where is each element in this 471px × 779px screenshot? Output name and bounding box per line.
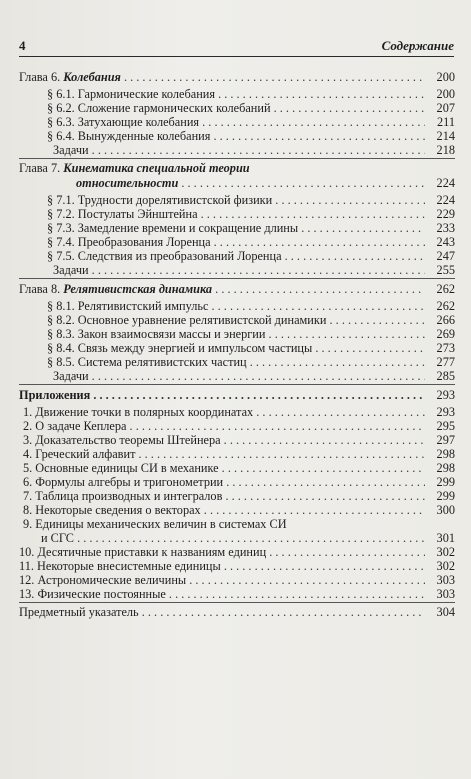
toc-item[interactable]: § 7.2. Постулаты Эйнштейна . . . 229: [19, 207, 455, 221]
toc-appendix-item[interactable]: 11. Некоторые внесистемные единицы . . . 302: [19, 559, 455, 573]
toc-appendix-item[interactable]: 10. Десятичные приставки к названиям единиц . . . 302: [19, 545, 455, 559]
toc-appendix-item[interactable]: 5. Основные единицы СИ в механике . . . 298: [19, 461, 455, 475]
chapter-title: Релятивистская динамика: [63, 282, 213, 296]
toc-item[interactable]: § 6.3. Затухающие колебания . . . 211: [19, 115, 455, 129]
toc-item[interactable]: § 7.3. Замедление времени и сокращение длины . . . 233: [19, 221, 455, 235]
toc-chapter-7-line1[interactable]: Глава 7. Кинематика специальной теории: [19, 161, 250, 175]
toc-appendix-item[interactable]: 3. Доказательство теоремы Штейнера . . . 297: [19, 433, 455, 447]
toc-item[interactable]: § 8.5. Система релятивистских частиц . . . 277: [19, 355, 455, 369]
toc-item[interactable]: § 8.3. Закон взаимосвязи массы и энергии . . . 269: [19, 327, 455, 341]
page-header: [19, 38, 454, 54]
toc-item[interactable]: § 8.4. Связь между энергией и импульсом частицы . . . 273: [19, 341, 455, 355]
toc-tasks[interactable]: Задачи . . . 218: [19, 143, 455, 157]
toc-item[interactable]: § 6.1. Гармонические колебания . . . 200: [19, 87, 455, 101]
toc-appendix-item[interactable]: 12. Астрономические величины . . . 303: [19, 573, 455, 587]
header-rule: [19, 56, 454, 57]
section-divider: [19, 158, 455, 159]
toc-chapter-7[interactable]: относительности . . . 224: [19, 176, 455, 190]
toc-appendix-item[interactable]: 8. Некоторые сведения о векторах . . . 300: [19, 503, 455, 517]
toc-appendix-item[interactable]: 4. Греческий алфавит . . . 298: [19, 447, 455, 461]
toc-appendix-item[interactable]: 2. О задаче Кеплера . . . 295: [19, 419, 455, 433]
page-number: 4: [19, 38, 26, 53]
running-title: Содержание: [381, 38, 454, 53]
toc-appendix-item[interactable]: 6. Формулы алгебры и тригонометрии . . . 299: [19, 475, 455, 489]
page-ref: 200: [436, 70, 455, 84]
toc-item[interactable]: § 8.1. Релятивистский импульс . . . 262: [19, 299, 455, 313]
toc-tasks[interactable]: Задачи . . . 285: [19, 369, 455, 383]
toc-appendix-item[interactable]: 7. Таблица производных и интегралов . . . 299: [19, 489, 455, 503]
toc-appendix-item[interactable]: 1. Движение точки в полярных координатах . . . 293: [19, 405, 455, 419]
page-ref: 224: [436, 176, 455, 190]
toc-tasks[interactable]: Задачи . . . 255: [19, 263, 455, 277]
chapter-title: Кинематика специальной теории: [63, 161, 250, 175]
toc-appendix-item[interactable]: и СГС . . . 301: [19, 531, 455, 545]
toc-item[interactable]: § 7.1. Трудности дорелятивистской физики . . . 224: [19, 193, 455, 207]
toc-item[interactable]: § 6.4. Вынужденные колебания . . . 214: [19, 129, 455, 143]
section-divider: [19, 384, 455, 385]
toc-appendix-item-line1[interactable]: 9. Единицы механических величин в системах СИ: [23, 517, 287, 531]
toc-item[interactable]: § 8.2. Основное уравнение релятивистской динамики . . . 266: [19, 313, 455, 327]
toc-appendix-item[interactable]: 13. Физические постоянные . . . 303: [19, 587, 455, 601]
toc-index[interactable]: Предметный указатель . . . 304: [19, 605, 455, 619]
toc-chapter-6[interactable]: Глава 6. Колебания . . . 200: [19, 70, 455, 84]
toc-item[interactable]: § 7.4. Преобразования Лоренца . . . 243: [19, 235, 455, 249]
section-divider: [19, 602, 455, 603]
toc-appendices[interactable]: Приложения . . . 293: [19, 388, 455, 402]
chapter-title: Колебания: [63, 70, 121, 84]
section-divider: [19, 278, 455, 279]
toc-item[interactable]: § 7.5. Следствия из преобразований Лоренца . . . 247: [19, 249, 455, 263]
toc-chapter-8[interactable]: Глава 8. Релятивистская динамика . . . 262: [19, 282, 455, 296]
toc-item[interactable]: § 6.2. Сложение гармонических колебаний . . . 207: [19, 101, 455, 115]
page-ref: 262: [436, 282, 455, 296]
